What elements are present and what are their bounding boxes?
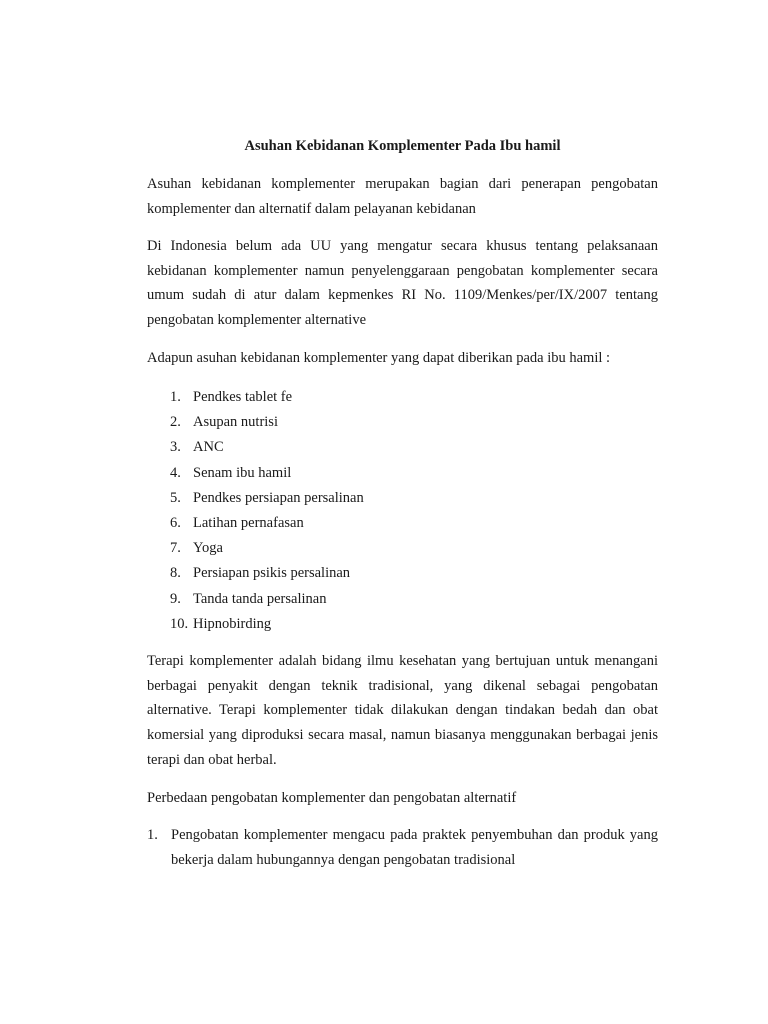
list-item-text: Pengobatan komplementer mengacu pada praktek penyembuhan dan produk yang bekerja dalam hubungannya dengan pengobatan tradisional: [171, 827, 658, 868]
list-item: [170, 410, 364, 435]
list-item-text: Persiapan psikis persalinan: [193, 565, 351, 582]
list-item-text: Yoga: [193, 540, 223, 557]
list-item-number: 2.: [170, 414, 181, 431]
list-item-text: Tanda tanda persalinan: [193, 590, 327, 607]
list-item-number: 4.: [170, 464, 181, 481]
list-item-text: Latihan pernafasan: [193, 514, 304, 531]
list-item: [170, 385, 364, 410]
list-item-text: Senam ibu hamil: [193, 464, 292, 481]
list-item-number: 10.: [170, 615, 189, 632]
paragraph-definition: Asuhan kebidanan komplementer merupakan bagian dari penerapan pengobatan komplementer dan alternatif dalam pelayanan kebidanan: [147, 176, 658, 217]
paragraph-differences-heading: Perbedaan pengobatan komplementer dan pengobatan alternatif: [147, 790, 517, 806]
paragraph-regulation: Di Indonesia belum ada UU yang mengatur secara khusus tentang pelaksanaan kebidanan komplementer namun penyelenggaraan pengobatan komplementer secara umum sudah di atur dalam kepmenkes RI No. 1109/Menkes/per/IX/2007 tentang pengobatan komplementer alternative: [147, 238, 658, 329]
list-item-number: 3.: [170, 439, 181, 456]
care-list: [170, 385, 364, 637]
differences-list: [147, 823, 658, 873]
list-item: [170, 511, 364, 536]
list-item: [170, 587, 364, 612]
list-item-number: 8.: [170, 565, 181, 582]
list-item-number: 7.: [170, 540, 181, 557]
list-item-number: 9.: [170, 590, 181, 607]
list-item-number: 1.: [170, 389, 181, 405]
list-item: [170, 435, 364, 460]
list-item-text: Pendkes persiapan persalinan: [193, 489, 364, 506]
paragraph-care-intro: Adapun asuhan kebidanan komplementer yang dapat diberikan pada ibu hamil :: [147, 350, 611, 366]
list-item: [170, 461, 364, 486]
list-item: [170, 486, 364, 511]
list-item: [147, 823, 658, 873]
document-title: Asuhan Kebidanan Komplementer Pada Ibu hamil: [244, 138, 561, 154]
list-item: [170, 536, 364, 561]
list-item: [170, 561, 364, 586]
list-item-text: Pendkes tablet fe: [193, 389, 293, 405]
list-item-number: 6.: [170, 514, 181, 531]
list-item-text: Asupan nutrisi: [193, 414, 278, 431]
list-item-text: Hipnobirding: [193, 615, 272, 632]
list-item: [170, 612, 364, 637]
paragraph-therapy: Terapi komplementer adalah bidang ilmu kesehatan yang bertujuan untuk menangani berbagai penyakit dengan teknik tradisional, yang dikenal sebagai pengobatan alternative. Terapi komplementer tidak dilakukan dengan tindakan bedah dan obat komersial yang diproduksi secara masal, namun biasanya menggunakan berbagai jenis terapi dan obat herbal.: [147, 653, 658, 768]
list-item-text: ANC: [193, 439, 224, 456]
list-item-number: 5.: [170, 489, 181, 506]
list-item-number: 1.: [147, 827, 158, 843]
